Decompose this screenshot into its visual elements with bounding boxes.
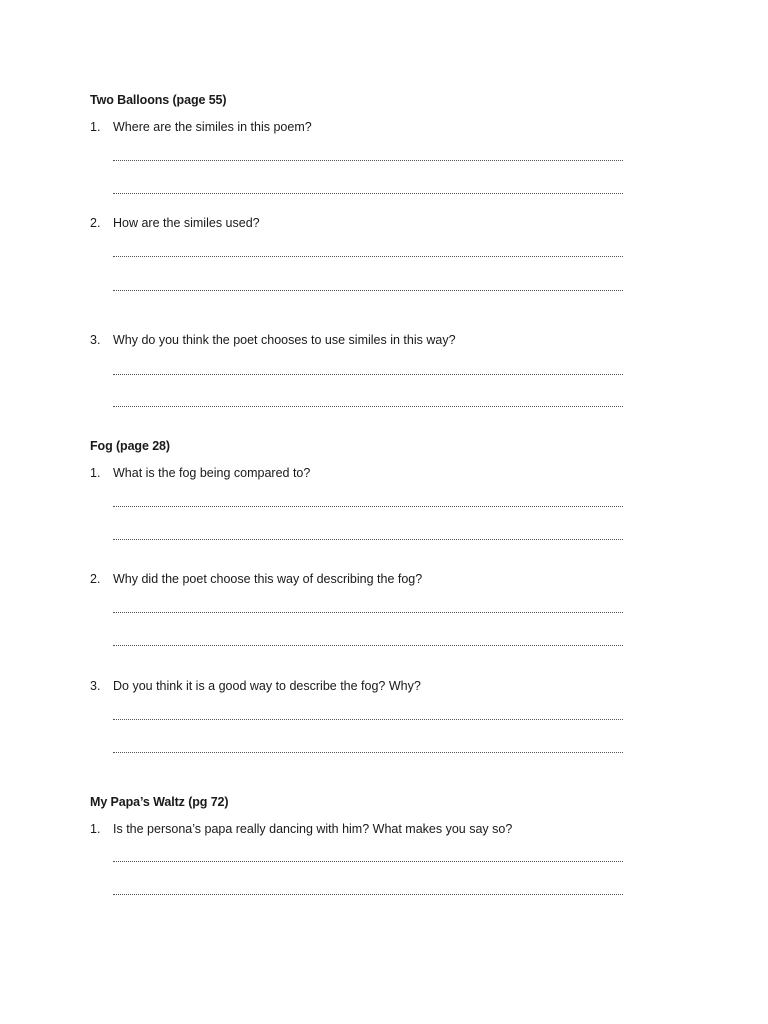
question-two-balloons-3 (90, 333, 456, 347)
question-fog-3 (90, 679, 421, 693)
answer-line[interactable] (113, 160, 623, 161)
answer-line[interactable] (113, 290, 623, 291)
answer-line[interactable] (113, 256, 623, 257)
answer-line[interactable] (113, 506, 623, 507)
answer-line[interactable] (113, 193, 623, 194)
answer-line[interactable] (113, 861, 623, 862)
section-heading-my-papas-waltz: My Papa’s Waltz (pg 72) (90, 795, 229, 809)
answer-line[interactable] (113, 894, 623, 895)
question-text: Where are the similes in this poem? (113, 120, 312, 134)
question-number: 2. (90, 572, 101, 586)
answer-line[interactable] (113, 645, 623, 646)
question-number: 1. (90, 120, 101, 134)
question-text: What is the fog being compared to? (113, 466, 311, 480)
question-two-balloons-2 (90, 216, 260, 230)
answer-line[interactable] (113, 719, 623, 720)
question-number: 3. (90, 333, 101, 347)
question-fog-2 (90, 572, 422, 586)
answer-line[interactable] (113, 539, 623, 540)
question-number: 1. (90, 466, 101, 480)
question-my-papas-waltz-1 (90, 822, 512, 836)
section-heading-two-balloons: Two Balloons (page 55) (90, 93, 227, 107)
question-two-balloons-1 (90, 120, 312, 134)
question-fog-1 (90, 466, 310, 480)
answer-line[interactable] (113, 752, 623, 753)
question-text: Do you think it is a good way to describe the fog? Why? (113, 679, 421, 693)
question-number: 2. (90, 216, 101, 230)
section-heading-fog: Fog (page 28) (90, 439, 170, 453)
answer-line[interactable] (113, 374, 623, 375)
question-text: Is the persona’s papa really dancing with him? What makes you say so? (113, 822, 513, 836)
answer-line[interactable] (113, 612, 623, 613)
question-number: 1. (90, 822, 101, 836)
question-text: How are the similes used? (113, 216, 260, 230)
question-text: Why do you think the poet chooses to use similes in this way? (113, 333, 456, 347)
question-text: Why did the poet choose this way of describing the fog? (113, 572, 423, 586)
question-number: 3. (90, 679, 101, 693)
answer-line[interactable] (113, 406, 623, 407)
